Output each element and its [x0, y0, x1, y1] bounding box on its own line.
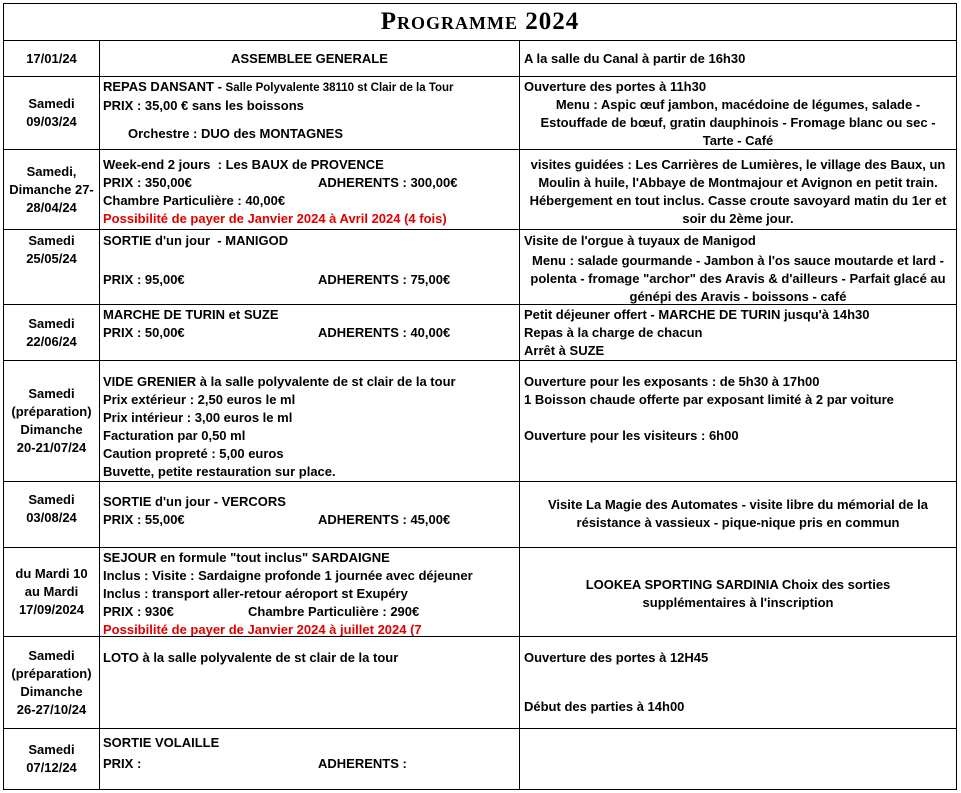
event-title: SORTIE d'un jour - MANIGOD	[103, 233, 289, 248]
date-cell	[4, 482, 100, 547]
details-cell	[520, 361, 956, 481]
date-cell	[4, 637, 100, 728]
event-cell	[100, 729, 520, 789]
payment-note: Possibilité de payer de Janvier 2024 à Avril 2024 (4 fois)	[103, 211, 447, 226]
room-supplement: Chambre Particulière : 290€	[248, 604, 420, 619]
table-row	[4, 636, 956, 728]
price-text: PRIX : 50,00€	[103, 325, 185, 340]
details-text: LOOKEA SPORTING SARDINIA Choix des sorties supplémentaires à l'inscription	[585, 577, 891, 610]
date-cell	[4, 230, 100, 304]
event-date: du Mardi 10 au Mardi 17/09/2024	[15, 566, 88, 617]
event-cell	[100, 548, 520, 636]
table-row	[4, 76, 956, 149]
details-text: Ouverture des portes à 11h30	[524, 79, 707, 94]
details-text: Visite La Magie des Automates - visite libre du mémorial de la résistance à vassieux - pique-nique pris en commun	[547, 497, 928, 530]
details-text: Visite de l'orgue à tuyaux de Manigod	[524, 233, 756, 248]
price-text: PRIX : 930€	[103, 604, 174, 619]
table-row	[4, 360, 956, 481]
event-date: 17/01/24	[26, 50, 77, 66]
payment-note: Possibilité de payer de Janvier 2024 à juillet 2024 (7	[103, 622, 422, 637]
details-text: Début des parties à 14h00	[524, 699, 685, 714]
included-transport: Inclus : transport aller-retour aéroport st Exupéry	[103, 586, 408, 601]
menu-text: Menu : Aspic œuf jambon, macédoine de légumes, salade - Estouffade de bœuf, gratin dauphinois - Fromage blanc ou sec - Tarte - Café	[540, 97, 936, 148]
event-title: LOTO à la salle polyvalente de st clair de la tour	[103, 650, 399, 665]
date-cell	[4, 548, 100, 636]
room-supplement: Chambre Particulière : 40,00€	[103, 193, 286, 208]
details-text: Arrêt à SUZE	[524, 343, 605, 358]
event-cell	[100, 637, 520, 728]
event-title: SORTIE VOLAILLE	[103, 735, 220, 750]
orchestra-text: Orchestre : DUO des MONTAGNES	[128, 126, 344, 141]
menu-text: Menu : salade gourmande - Jambon à l'os sauce moutarde et lard - polenta - fromage "archor" des Aravis & d'ailleurs - Parfait glacé au génépi des Aravis - boissons - café	[530, 253, 946, 304]
billing-note: Facturation par 0,50 ml	[103, 428, 246, 443]
price-text: PRIX : 35,00 € sans les boissons	[103, 98, 304, 113]
details-text: Repas à la charge de chacun	[524, 325, 703, 340]
event-title: REPAS DANSANT -	[103, 79, 226, 94]
details-text: A la salle du Canal à partir de 16h30	[524, 50, 746, 66]
event-date: Samedi (préparation) Dimanche 20-21/07/24	[11, 386, 92, 455]
adherents-price: ADHERENTS : 300,00€	[318, 175, 458, 190]
event-date: Samedi 25/05/24	[26, 233, 77, 266]
date-cell	[4, 150, 100, 229]
details-text: Ouverture des portes à 12H45	[524, 650, 709, 665]
adherents-price: ADHERENTS : 45,00€	[318, 512, 451, 527]
price-text: PRIX : 350,00€	[103, 175, 192, 190]
event-cell	[100, 482, 520, 547]
details-cell	[520, 729, 956, 789]
details-cell	[520, 305, 956, 360]
event-date: Samedi 07/12/24	[26, 742, 77, 775]
date-cell	[4, 41, 100, 76]
refreshments-note: Buvette, petite restauration sur place.	[103, 464, 336, 479]
date-cell	[4, 361, 100, 481]
date-cell	[4, 729, 100, 789]
event-date: Samedi 09/03/24	[26, 96, 77, 129]
table-row	[4, 728, 956, 789]
event-date: Samedi 03/08/24	[26, 492, 77, 525]
details-text: 1 Boisson chaude offerte par exposant limité à 2 par voiture	[524, 392, 894, 407]
event-cell	[100, 150, 520, 229]
event-date: Samedi (préparation) Dimanche 26-27/10/24	[11, 647, 92, 717]
event-date: Samedi, Dimanche 27- 28/04/24	[9, 163, 94, 215]
event-date: Samedi 22/06/24	[26, 315, 77, 349]
table-row	[4, 149, 956, 229]
price-text: PRIX :	[103, 756, 142, 771]
event-cell	[100, 305, 520, 360]
adherents-price: ADHERENTS :	[318, 756, 407, 771]
table-row	[4, 481, 956, 547]
adherents-price: ADHERENTS : 40,00€	[318, 325, 451, 340]
table-row	[4, 229, 956, 304]
page-title: Programme 2024	[380, 8, 580, 35]
event-venue: Salle Polyvalente 38110 st Clair de la Tour	[225, 82, 454, 94]
event-cell	[100, 230, 520, 304]
details-cell	[520, 548, 956, 636]
details-text: Ouverture pour les exposants : de 5h30 à 17h00	[524, 374, 820, 389]
event-title: VIDE GRENIER à la salle polyvalente de st clair de la tour	[103, 374, 456, 389]
table-row	[4, 40, 956, 76]
date-cell	[4, 77, 100, 149]
event-title: MARCHE DE TURIN et SUZE	[103, 307, 279, 322]
price-text: PRIX : 55,00€	[103, 512, 185, 527]
event-title: ASSEMBLEE GENERALE	[231, 50, 388, 66]
date-cell	[4, 305, 100, 360]
event-title: SEJOUR en formule "tout inclus" SARDAIGNE	[103, 550, 390, 565]
details-text: Ouverture pour les visiteurs : 6h00	[524, 428, 739, 443]
details-cell	[520, 41, 956, 76]
price-text: PRIX : 95,00€	[103, 272, 185, 287]
details-cell	[520, 482, 956, 547]
event-cell	[100, 77, 520, 149]
adherents-price: ADHERENTS : 75,00€	[318, 272, 451, 287]
programme-sheet	[3, 3, 957, 790]
price-outdoor: Prix extérieur : 2,50 euros le ml	[103, 392, 296, 407]
table-row	[4, 547, 956, 636]
event-cell	[100, 361, 520, 481]
event-title: SORTIE d'un jour - VERCORS	[103, 494, 286, 509]
event-cell	[100, 41, 520, 76]
price-indoor: Prix intérieur : 3,00 euros le ml	[103, 410, 293, 425]
details-cell	[520, 150, 956, 229]
details-cell	[520, 77, 956, 149]
details-cell	[520, 637, 956, 728]
details-cell	[520, 230, 956, 304]
details-text: visites guidées : Les Carrières de Lumières, le village des Baux, un Moulin à huile, l'Abbaye de Montmajour et Avignon en petit train. Hébergement en tout inclus. Casse croute savoyard matin du 1er et soir du 2ème jour.	[529, 157, 947, 226]
deposit-note: Caution propreté : 5,00 euros	[103, 446, 284, 461]
included-visit: Inclus : Visite : Sardaigne profonde 1 journée avec déjeuner	[103, 568, 473, 583]
event-title: Week-end 2 jours : Les BAUX de PROVENCE	[103, 157, 384, 172]
table-row	[4, 304, 956, 360]
details-text: Petit déjeuner offert - MARCHE DE TURIN jusqu'à 14h30	[524, 307, 870, 322]
